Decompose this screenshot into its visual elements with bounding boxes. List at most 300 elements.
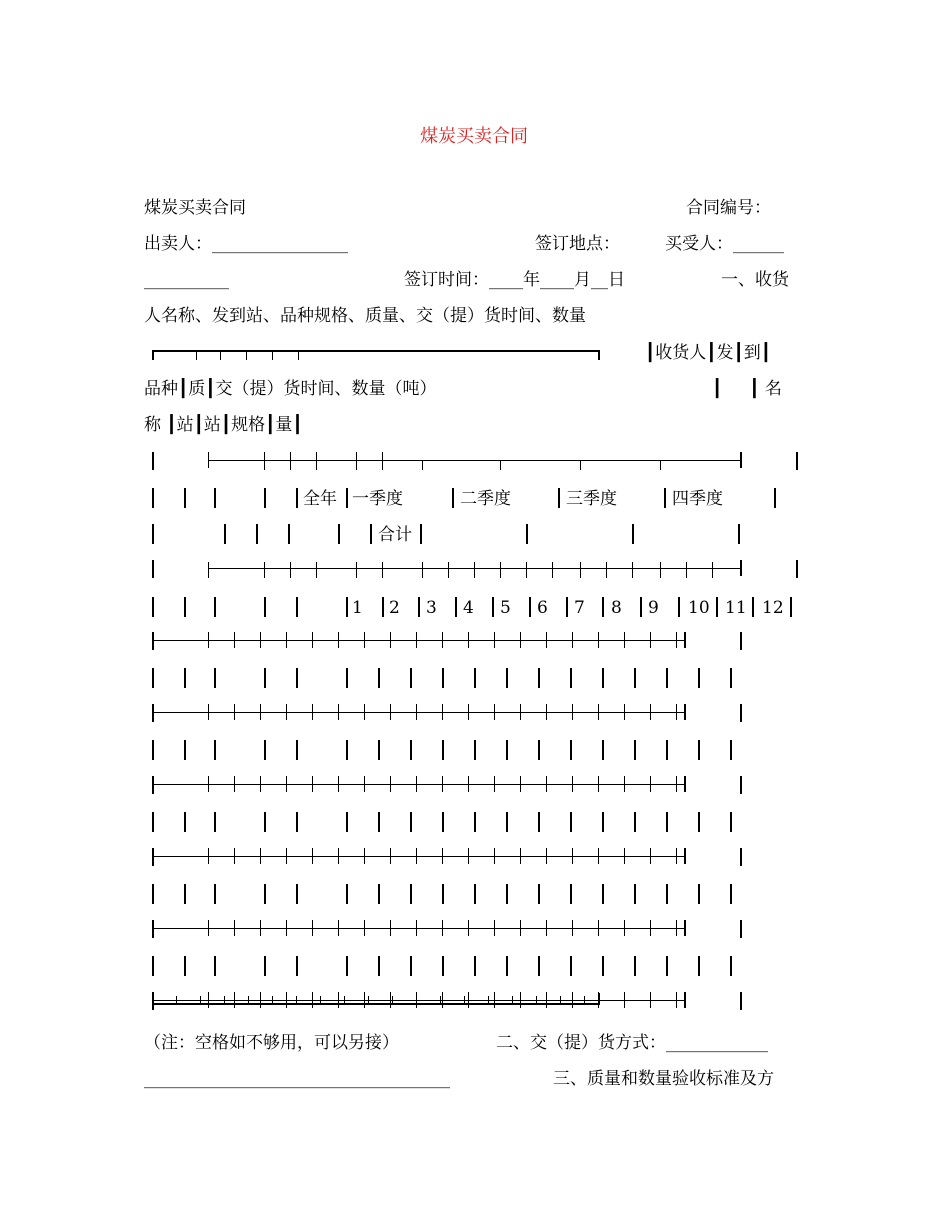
table-tick <box>422 562 423 578</box>
table-cell-border <box>570 740 572 760</box>
table-tick <box>208 776 209 792</box>
table-tick <box>598 848 599 864</box>
section-2-field: 二、交（提）货方式：____________ <box>496 1033 768 1053</box>
table-tick <box>260 632 261 648</box>
table-cell-border <box>264 488 266 508</box>
table-tick <box>338 704 339 720</box>
table-tick <box>572 776 573 792</box>
month-3: 3 <box>426 598 437 618</box>
table-cell-border <box>378 812 380 832</box>
table-tick <box>338 848 339 864</box>
table-cell-border <box>264 812 266 832</box>
table-tick <box>650 704 651 720</box>
table-tick <box>338 776 339 792</box>
month-1: 1 <box>352 598 363 618</box>
table-tick <box>572 704 573 720</box>
table-tick <box>494 920 495 936</box>
table-cell-border <box>152 524 154 544</box>
table-border <box>152 560 154 578</box>
table-tick <box>364 776 365 792</box>
table-cell-border <box>698 956 700 976</box>
table-tick <box>660 460 661 470</box>
table-tick <box>500 562 501 578</box>
table-tick <box>312 992 313 1008</box>
table-tick <box>676 848 677 864</box>
quarter-4: 四季度 <box>672 489 723 509</box>
table-tick <box>364 848 365 864</box>
table-tick <box>494 632 495 648</box>
table-cell-border <box>455 597 457 617</box>
table-cell-border <box>338 524 340 544</box>
table-cell-border <box>214 956 216 976</box>
table-tick <box>468 848 469 864</box>
table-cell-border <box>410 956 412 976</box>
table-cell-border <box>640 597 642 617</box>
table-tick <box>468 992 469 1008</box>
table-cell-border <box>184 597 186 617</box>
table-cell-border <box>632 524 634 544</box>
table-cell-border <box>538 668 540 688</box>
table-tick <box>272 352 273 360</box>
table-cell-border <box>538 956 540 976</box>
table-corner <box>598 350 600 360</box>
table-tick <box>390 704 391 720</box>
table-tick <box>260 776 261 792</box>
table-cell-border <box>152 597 154 617</box>
quarter-1: 一季度 <box>352 489 403 509</box>
table-cell-border <box>698 884 700 904</box>
table-cell-border <box>634 740 636 760</box>
table-cell-border <box>602 884 604 904</box>
table-tick <box>442 848 443 864</box>
table-tick <box>286 992 287 1008</box>
table-tick <box>246 352 247 360</box>
table-border <box>740 992 742 1010</box>
table-tick <box>416 704 417 720</box>
table-cell-border <box>264 956 266 976</box>
table-cell-border <box>474 668 476 688</box>
table-tick <box>208 992 209 1008</box>
table-cell-border <box>698 668 700 688</box>
table-tick <box>598 776 599 792</box>
row-rule <box>152 640 684 641</box>
table-cell-border <box>214 740 216 760</box>
table-tick <box>208 562 209 578</box>
table-cell-border <box>288 524 290 544</box>
table-tick <box>650 920 651 936</box>
table-cell-border <box>738 524 740 544</box>
table-cell-border <box>666 740 668 760</box>
table-cell-border <box>410 812 412 832</box>
table-tick <box>676 920 677 936</box>
table-cell-border <box>634 956 636 976</box>
table-tick <box>290 562 291 578</box>
table-tick <box>416 632 417 648</box>
table-cell-border <box>570 956 572 976</box>
table-border <box>796 452 798 470</box>
table-tick <box>234 992 235 1008</box>
table-tick <box>208 920 209 936</box>
table-cell-border <box>474 956 476 976</box>
table-cell-border <box>664 488 666 508</box>
table-tick <box>390 848 391 864</box>
table-tick <box>546 704 547 720</box>
table-tick <box>208 704 209 720</box>
table-corner <box>152 350 154 360</box>
table-cell-border <box>730 668 732 688</box>
table-tick <box>624 920 625 936</box>
row-rule <box>152 928 684 929</box>
table-tick <box>442 632 443 648</box>
table-tick <box>260 848 261 864</box>
table-tick <box>416 920 417 936</box>
table-cell-border <box>296 812 298 832</box>
table-cell-border <box>346 740 348 760</box>
table-tick <box>208 632 209 648</box>
table-tick <box>468 704 469 720</box>
table-tick <box>260 920 261 936</box>
table-cell-border <box>378 668 380 688</box>
table-cell-border <box>184 812 186 832</box>
table-tick <box>234 848 235 864</box>
table-tick <box>196 352 197 360</box>
table-border <box>684 776 686 792</box>
table-tick <box>494 848 495 864</box>
table-tick <box>286 704 287 720</box>
table-tick <box>234 920 235 936</box>
table-border <box>740 632 742 650</box>
table-cell-border <box>790 597 792 617</box>
table-border <box>152 992 154 1010</box>
table-tick <box>260 992 261 1008</box>
table-cell-border <box>296 668 298 688</box>
table-tick <box>598 704 599 720</box>
table-cell-border <box>378 956 380 976</box>
row-rule <box>152 712 684 713</box>
table-cell-border <box>602 740 604 760</box>
table-cell-border <box>666 812 668 832</box>
table-cell-border <box>474 740 476 760</box>
table-tick <box>624 848 625 864</box>
table-cell-border <box>666 668 668 688</box>
table-tick <box>286 848 287 864</box>
table-cell-border <box>418 597 420 617</box>
table-tick <box>364 920 365 936</box>
table-cell-border <box>296 740 298 760</box>
table-cell-border <box>538 812 540 832</box>
seller-field: 出卖人：________________ <box>144 234 348 254</box>
table-tick <box>290 452 291 470</box>
table-cell-border <box>716 597 718 617</box>
table-tick <box>624 776 625 792</box>
table-tick <box>364 704 365 720</box>
table-tick <box>442 992 443 1008</box>
table-tick <box>356 452 357 470</box>
table-tick <box>234 704 235 720</box>
table-cell-border <box>442 740 444 760</box>
buyer-blank-line: __________ <box>144 270 229 290</box>
table-tick <box>234 776 235 792</box>
table-cell-border <box>152 668 154 688</box>
header-row-2-tail: ┃ ┃ 名 <box>712 379 782 399</box>
table-cell-border <box>730 884 732 904</box>
section-1-heading: 一、收货 <box>721 270 789 290</box>
month-5: 5 <box>500 598 511 618</box>
table-tick <box>580 460 581 470</box>
table-cell-border <box>442 884 444 904</box>
table-border <box>740 848 742 866</box>
table-border <box>684 920 686 936</box>
table-tick <box>520 920 521 936</box>
table-tick <box>316 452 317 470</box>
table-bottom-rule <box>152 1003 600 1005</box>
table-cell-border <box>346 956 348 976</box>
table-cell-border <box>570 668 572 688</box>
table-cell-border <box>410 884 412 904</box>
table-tick <box>442 704 443 720</box>
table-cell-border <box>752 597 754 617</box>
table-cell-border <box>184 956 186 976</box>
table-cell-border <box>296 956 298 976</box>
table-cell-border <box>570 884 572 904</box>
table-tick <box>632 562 633 578</box>
table-border <box>684 848 686 864</box>
month-4: 4 <box>463 598 474 618</box>
table-border <box>740 704 742 722</box>
table-tick <box>382 452 383 470</box>
table-tick <box>312 704 313 720</box>
month-12: 12 <box>762 598 784 618</box>
table-cell-border <box>506 956 508 976</box>
table-cell-border <box>184 884 186 904</box>
table-cell-border <box>666 884 668 904</box>
month-6: 6 <box>537 598 548 618</box>
table-tick <box>364 992 365 1008</box>
table-cell-border <box>492 597 494 617</box>
table-tick <box>552 562 553 578</box>
table-border <box>684 632 686 648</box>
table-cell-border <box>634 884 636 904</box>
table-tick <box>286 632 287 648</box>
table-cell-border <box>602 668 604 688</box>
table-tick <box>312 632 313 648</box>
table-tick <box>520 848 521 864</box>
table-cell-border <box>730 812 732 832</box>
table-cell-border <box>442 812 444 832</box>
table-tick <box>416 848 417 864</box>
table-cell-border <box>442 668 444 688</box>
signing-place-label: 签订地点： <box>535 234 620 254</box>
total-label: 合计 <box>378 525 412 545</box>
table-tick <box>500 460 501 470</box>
table-tick <box>650 848 651 864</box>
table-cell-border <box>382 597 384 617</box>
table-cell-border <box>474 884 476 904</box>
table-cell-border <box>214 488 216 508</box>
table-tick <box>580 562 581 578</box>
table-tick <box>572 920 573 936</box>
table-tick <box>234 632 235 648</box>
table-cell-border <box>452 488 454 508</box>
table-cell-border <box>730 956 732 976</box>
table-cell-border <box>410 740 412 760</box>
section-3-heading: 三、质量和数量验收标准及方 <box>553 1069 774 1089</box>
table-cell-border <box>538 884 540 904</box>
table-tick <box>312 776 313 792</box>
table-tick <box>208 848 209 864</box>
table-cell-border <box>214 668 216 688</box>
table-tick <box>686 562 687 578</box>
table-tick <box>650 992 651 1008</box>
table-tick <box>494 776 495 792</box>
table-cell-border <box>420 524 422 544</box>
table-cell-border <box>224 524 226 544</box>
row-rule <box>152 1000 684 1001</box>
table-cell-border <box>698 812 700 832</box>
document-title: 煤炭买卖合同 <box>420 126 528 147</box>
table-cell-border <box>214 597 216 617</box>
table-tick <box>382 562 383 578</box>
table-tick <box>572 992 573 1008</box>
table-tick <box>520 632 521 648</box>
table-border <box>152 452 154 470</box>
table-cell-border <box>346 812 348 832</box>
header-row-2: 品种┃质┃交（提）货时间、数量（吨） <box>144 379 437 399</box>
table-tick <box>468 632 469 648</box>
table-tick <box>520 992 521 1008</box>
table-tick <box>526 562 527 578</box>
table-cell-border <box>346 488 348 508</box>
table-tick <box>442 776 443 792</box>
table-tick <box>338 632 339 648</box>
table-cell-border <box>538 740 540 760</box>
table-tick <box>338 920 339 936</box>
table-tick <box>468 776 469 792</box>
table-tick <box>546 632 547 648</box>
table-cell-border <box>566 597 568 617</box>
table-cell-border <box>152 812 154 832</box>
table-cell-border <box>346 597 348 617</box>
table-cell-border <box>526 524 528 544</box>
table-cell-border <box>506 740 508 760</box>
table-cell-border <box>184 488 186 508</box>
table-cell-border <box>666 956 668 976</box>
table-tick <box>356 562 357 578</box>
table-cell-border <box>264 884 266 904</box>
table-cell-border <box>296 884 298 904</box>
buyer-field: 买受人：______ <box>665 234 784 254</box>
header-row-1: ┃收货人┃发┃到┃ <box>645 343 771 363</box>
table-tick <box>286 920 287 936</box>
table-tick <box>442 920 443 936</box>
month-2: 2 <box>389 598 400 618</box>
table-tick <box>624 704 625 720</box>
table-cell-border <box>410 668 412 688</box>
table-cell-border <box>184 668 186 688</box>
table-border <box>152 632 154 650</box>
table-tick <box>650 632 651 648</box>
table-tick <box>546 848 547 864</box>
table-tick <box>494 992 495 1008</box>
table-tick <box>316 562 317 578</box>
table-tick <box>606 562 607 578</box>
table-cell-border <box>296 597 298 617</box>
row-rule <box>152 784 684 785</box>
table-cell-border <box>152 956 154 976</box>
table-tick <box>468 920 469 936</box>
table-tick <box>264 562 265 578</box>
table-tick <box>660 562 661 578</box>
table-border <box>796 560 798 578</box>
table-tick <box>422 460 423 470</box>
table-cell-border <box>570 812 572 832</box>
signing-time-field: 签订时间：____年____月__日 <box>404 270 625 290</box>
table-cell-border <box>152 884 154 904</box>
table-tick <box>260 704 261 720</box>
table-cell-border <box>558 488 560 508</box>
month-8: 8 <box>611 598 622 618</box>
table-tick <box>676 704 677 720</box>
table-border <box>152 920 154 938</box>
table-cell-border <box>730 740 732 760</box>
table-border <box>684 704 686 720</box>
table-tick <box>264 452 265 470</box>
table-tick <box>520 776 521 792</box>
table-border <box>740 452 742 468</box>
table-tick <box>598 920 599 936</box>
table-border <box>152 704 154 722</box>
table-cell-border <box>529 597 531 617</box>
section-2-blank-line: ____________________________________ <box>144 1069 450 1089</box>
table-cell-border <box>346 884 348 904</box>
table-cell-border <box>602 597 604 617</box>
table-cell-border <box>474 812 476 832</box>
table-tick <box>520 704 521 720</box>
table-tick <box>676 992 677 1008</box>
table-tick <box>448 562 449 578</box>
table-cell-border <box>634 668 636 688</box>
table-cell-border <box>634 812 636 832</box>
table-border <box>152 848 154 866</box>
table-cell-border <box>264 597 266 617</box>
table-cell-border <box>214 812 216 832</box>
table-cell-border <box>152 740 154 760</box>
table-tick <box>598 632 599 648</box>
table-tick <box>546 992 547 1008</box>
table-cell-border <box>442 956 444 976</box>
table-cell-border <box>264 668 266 688</box>
table-tick <box>390 920 391 936</box>
table-cell-border <box>264 740 266 760</box>
table-cell-border <box>506 668 508 688</box>
table-cell-border <box>378 740 380 760</box>
month-10: 10 <box>688 598 710 618</box>
table-cell-border <box>152 488 154 508</box>
table-border <box>684 992 686 1008</box>
table-cell-border <box>506 884 508 904</box>
table-border <box>740 560 742 576</box>
month-7: 7 <box>574 598 585 618</box>
table-tick <box>312 920 313 936</box>
table-cell-border <box>370 524 372 544</box>
table-border <box>740 920 742 938</box>
table-tick <box>598 992 599 1008</box>
table-cell-border <box>296 488 298 508</box>
quarter-2: 二季度 <box>460 489 511 509</box>
table-tick <box>676 632 677 648</box>
table-tick <box>416 992 417 1008</box>
row-rule <box>152 856 684 857</box>
